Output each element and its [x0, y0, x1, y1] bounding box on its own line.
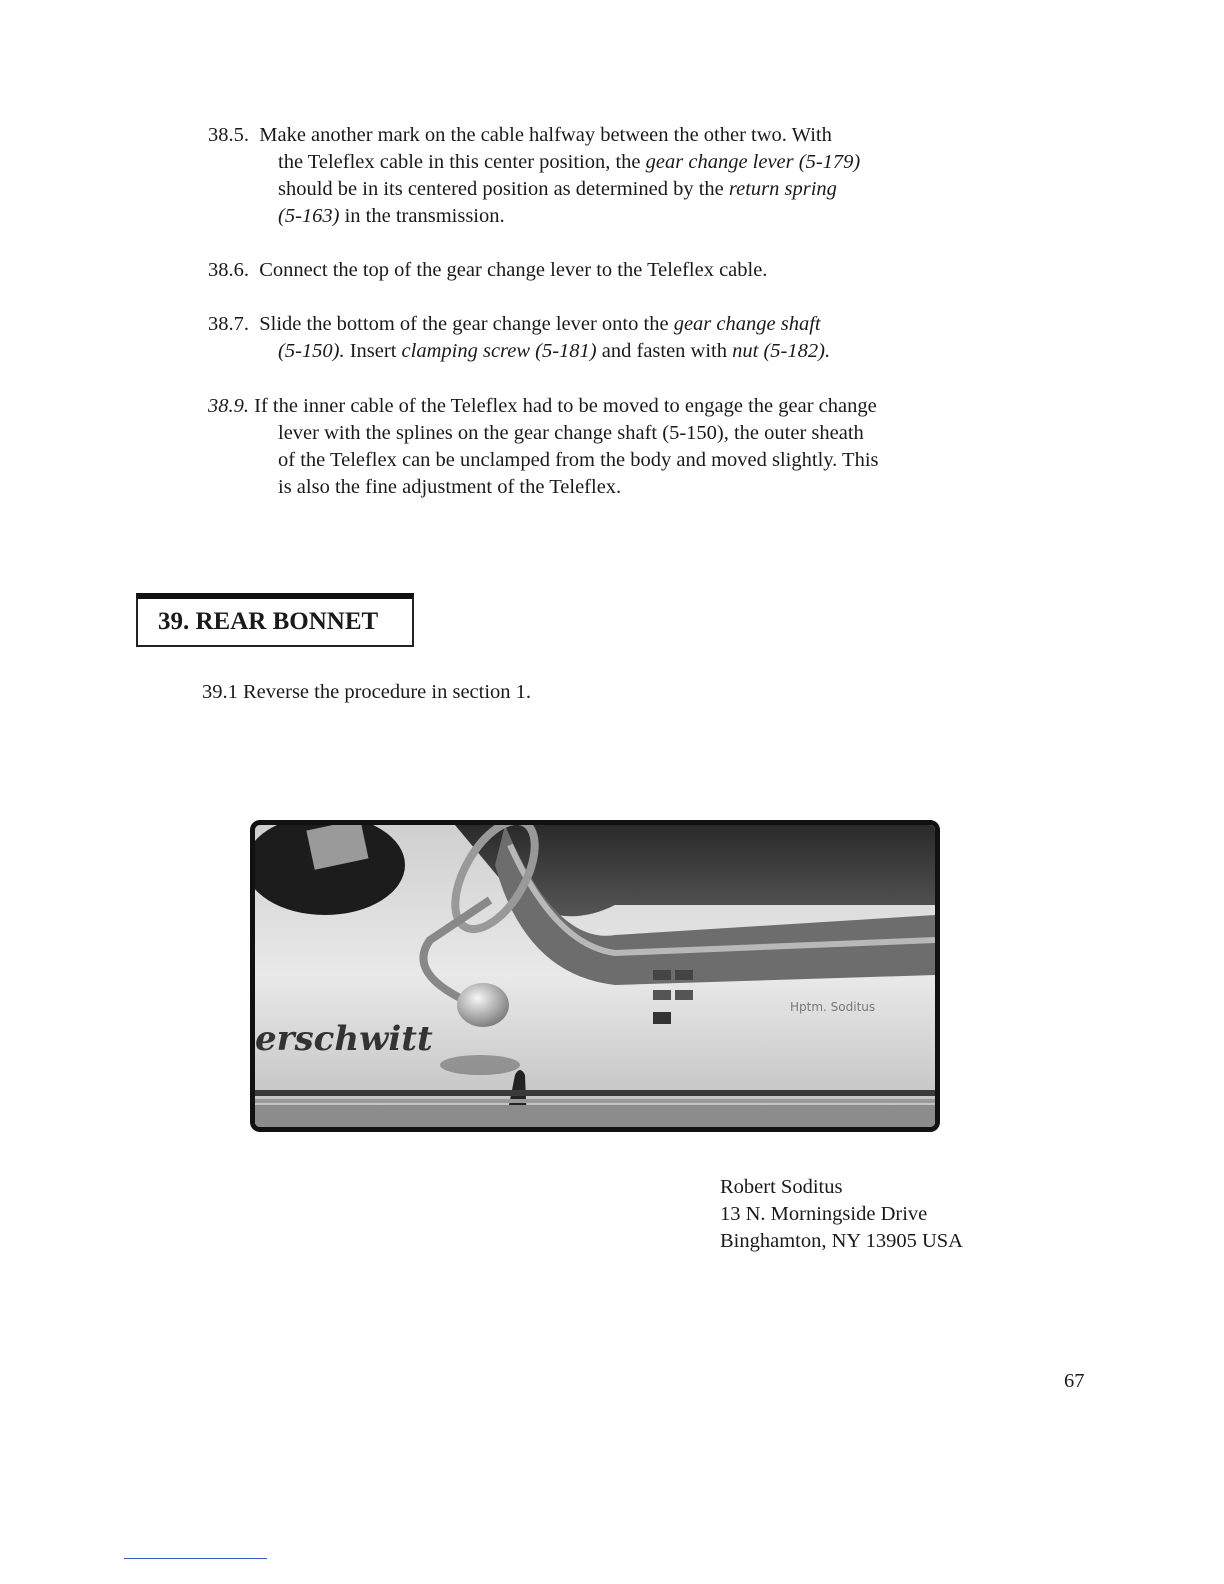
part-reference: gear change shaft: [673, 313, 821, 335]
step-38-6: [208, 257, 888, 284]
filler-knob: [457, 983, 509, 1027]
author-city: Binghamton, NY 13905 USA: [720, 1230, 963, 1252]
bumper-strip: [255, 1105, 935, 1127]
step-text: in the transmission.: [339, 205, 505, 227]
step-text: If the inner cable of the Teleflex had to be moved to engage the gear change: [254, 395, 877, 417]
owner-badge: Hptm. Soditus: [790, 1000, 876, 1014]
author-street: 13 N. Morningside Drive: [720, 1203, 928, 1225]
lower-trim-dark: [255, 1090, 935, 1096]
step-text: Slide the bottom of the gear change lever onto the: [259, 313, 674, 335]
step-text: lever with the splines on the gear change shaft (5-150), the outer sheath: [278, 422, 864, 444]
knob-shadow: [440, 1055, 520, 1075]
footnote-rule: [124, 1558, 267, 1559]
step-38-7: [208, 311, 888, 365]
step-number: 38.9.: [208, 395, 249, 417]
step-number: 38.5.: [208, 124, 249, 146]
step-text: Make another mark on the cable halfway between the other two. With: [259, 124, 832, 146]
step-text: the Teleflex cable in this center position, the: [278, 151, 646, 173]
part-reference: return spring: [728, 178, 837, 200]
step-text: of the Teleflex can be unclamped from the body and moved slightly. This: [278, 449, 879, 471]
step-text: and fasten with: [596, 340, 733, 362]
step-39-1: 39.1 Reverse the procedure in section 1.: [202, 681, 532, 703]
section-heading: 39. REAR BONNET: [136, 593, 414, 647]
part-reference: (5-163): [278, 205, 340, 227]
step-text: Connect the top of the gear change lever to the Teleflex cable.: [259, 259, 768, 281]
page-number: 67: [1064, 1370, 1085, 1392]
step-38-5: [208, 122, 888, 230]
step-text: Insert: [344, 340, 402, 362]
step-text: should be in its centered position as determined by the: [278, 178, 729, 200]
part-reference: gear change lever (5-179): [645, 151, 861, 173]
script-lettering: erschwitt: [255, 1019, 433, 1059]
step-number: 38.6.: [208, 259, 249, 281]
step-38-9: [208, 393, 948, 501]
author-address: [720, 1174, 963, 1255]
step-text: is also the fine adjustment of the Teleflex.: [278, 476, 622, 498]
part-reference: nut (5-182).: [732, 340, 831, 362]
author-name: Robert Soditus: [720, 1176, 843, 1198]
step-number: 38.7.: [208, 313, 249, 335]
part-reference: (5-150).: [278, 340, 345, 362]
part-reference: clamping screw (5-181): [401, 340, 597, 362]
photo-illustration: [255, 825, 935, 1127]
lower-trim-light: [255, 1099, 935, 1103]
rear-bonnet-photo: [250, 820, 940, 1132]
